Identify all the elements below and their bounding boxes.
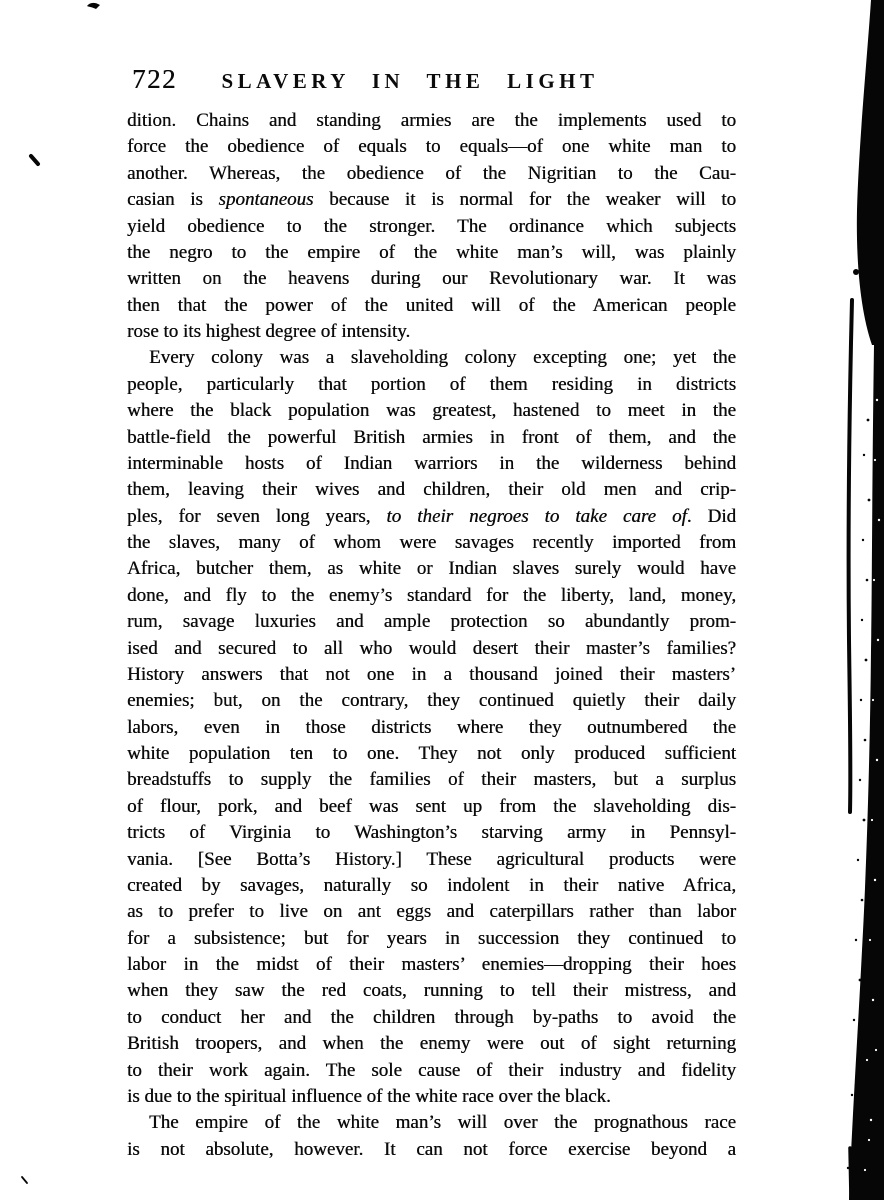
text-run: another. Whereas, the obedience of the Nigritian to the Cau- bbox=[127, 162, 736, 184]
text-line bbox=[127, 1137, 736, 1163]
text-run: done, and fly to the enemy’s standard for the liberty, land, money, bbox=[127, 584, 736, 606]
text-line bbox=[127, 1058, 736, 1084]
text-line bbox=[127, 477, 736, 503]
text-line bbox=[127, 1031, 736, 1057]
text-line bbox=[127, 530, 736, 556]
paragraph bbox=[127, 345, 736, 1110]
text-line bbox=[127, 266, 736, 292]
text-run: white population ten to one. They not only produced sufficient bbox=[127, 743, 736, 764]
text-line bbox=[127, 978, 736, 1004]
text-run: rum, savage luxuries and ample protection so abundantly prom- bbox=[127, 611, 736, 633]
paragraph bbox=[127, 1110, 736, 1163]
text-line bbox=[127, 1110, 736, 1136]
text-line bbox=[127, 161, 736, 187]
text-run: created by savages, naturally so indolent in their native Africa, bbox=[127, 874, 736, 896]
text-run: people, particularly that portion of them residing in districts bbox=[127, 373, 736, 395]
text-line bbox=[127, 767, 736, 793]
text-run: when they saw the red coats, running to tell their mistress, and bbox=[127, 980, 736, 1002]
italic-text-run: spontaneous bbox=[218, 189, 314, 211]
text-run: tricts of Virginia to Washington’s starving army in Pennsyl- bbox=[127, 822, 736, 844]
stray-mark-top bbox=[87, 3, 100, 9]
text-run: because it is normal for the weaker will to bbox=[313, 189, 736, 211]
text-line bbox=[127, 1005, 736, 1031]
text-line bbox=[127, 108, 736, 134]
text-run: enemies; but, on the contrary, they continued quietly their daily bbox=[127, 690, 736, 712]
text-line bbox=[127, 504, 736, 530]
text-run: History answers that not one in a thousand joined their masters’ bbox=[127, 663, 736, 685]
text-line bbox=[127, 214, 736, 240]
text-run: Africa, butcher them, as white or Indian slaves surely would have bbox=[127, 558, 736, 580]
text-line bbox=[127, 556, 736, 582]
text-run: British troopers, and when the enemy were out of sight returning bbox=[127, 1033, 736, 1055]
text-line bbox=[127, 1084, 736, 1110]
text-line bbox=[127, 372, 736, 398]
edge-speckle-light bbox=[864, 399, 880, 1171]
ink-blob bbox=[855, 1084, 860, 1089]
stray-mark-bottom-left bbox=[22, 1177, 27, 1183]
crease-dash-bottom bbox=[850, 1148, 851, 1199]
crease-line bbox=[849, 300, 852, 812]
text-run: to conduct her and the children through by-paths to avoid the bbox=[127, 1006, 736, 1028]
text-run: force the obedience of equals to equals—of one white man to bbox=[127, 136, 736, 158]
text-line bbox=[127, 715, 736, 741]
text-line bbox=[127, 451, 736, 477]
stray-mark-left bbox=[31, 156, 38, 164]
ink-blob bbox=[857, 1111, 861, 1115]
text-line bbox=[127, 134, 736, 160]
text-run: Every colony was a slaveholding colony excepting one; yet the bbox=[149, 347, 736, 369]
edge-speckle-dark bbox=[847, 419, 871, 1170]
text-line bbox=[127, 926, 736, 952]
ink-blob bbox=[853, 269, 859, 275]
text-run: the slaves, many of whom were savages recently imported from bbox=[127, 532, 736, 553]
text-run: ples, for seven long years, bbox=[127, 505, 387, 527]
text-run: where the black population was greatest, hastened to meet in the bbox=[127, 400, 736, 422]
text-line bbox=[127, 899, 736, 925]
text-run: The empire of the white man’s will over the prognathous race bbox=[149, 1112, 736, 1134]
text-run: . Did bbox=[686, 505, 737, 527]
text-run: battle-field the powerful British armies in front of them, and the bbox=[127, 426, 736, 448]
binding-shadow-top bbox=[857, 0, 884, 345]
text-run: ised and secured to all who would desert their master’s families? bbox=[127, 637, 736, 659]
text-run: rose to its highest degree of intensity. bbox=[127, 321, 411, 342]
text-run: vania. [See Botta’s History.] These agricultural products were bbox=[127, 848, 736, 870]
text-run: as to prefer to live on ant eggs and caterpillars rather than labor bbox=[127, 901, 736, 923]
text-run: for a subsistence; but for years in succession they continued to bbox=[127, 927, 736, 949]
page-body bbox=[127, 108, 736, 1163]
page-edge-band bbox=[849, 345, 884, 1200]
italic-text-run: to their negroes to take care of bbox=[386, 505, 687, 527]
text-line bbox=[127, 741, 736, 767]
text-run: of flour, pork, and beef was sent up from the slaveholding dis- bbox=[127, 795, 736, 817]
text-run: then that the power of the united will of the American people bbox=[127, 294, 736, 316]
text-run: labor in the midst of their masters’ enemies—dropping their hoes bbox=[127, 954, 736, 975]
running-title: SLAVERY IN THE LIGHT bbox=[221, 69, 599, 93]
text-run: is due to the spiritual influence of the white race over the black. bbox=[127, 1085, 611, 1107]
text-line bbox=[127, 293, 736, 319]
text-run: is not absolute, however. It can not force exercise beyond a bbox=[127, 1138, 736, 1160]
text-line bbox=[127, 398, 736, 424]
text-line bbox=[127, 345, 736, 371]
text-run: them, leaving their wives and children, their old men and crip- bbox=[127, 479, 736, 501]
text-line bbox=[127, 820, 736, 846]
text-run: casian is bbox=[127, 189, 219, 211]
text-line bbox=[127, 662, 736, 688]
text-line bbox=[127, 240, 736, 266]
text-line bbox=[127, 873, 736, 899]
text-run: the negro to the empire of the white man’s will, was plainly bbox=[127, 241, 736, 263]
text-line bbox=[127, 609, 736, 635]
text-line bbox=[127, 187, 736, 213]
text-run: yield obedience to the stronger. The ordinance which subjects bbox=[127, 215, 736, 237]
page-number: 722 bbox=[132, 64, 177, 94]
text-run: dition. Chains and standing armies are the implements used to bbox=[127, 110, 736, 131]
text-line bbox=[127, 688, 736, 714]
text-line bbox=[127, 794, 736, 820]
text-run: breadstuffs to supply the families of their masters, but a surplus bbox=[127, 769, 736, 791]
text-line bbox=[127, 319, 736, 345]
text-line bbox=[127, 952, 736, 978]
text-run: to their work again. The sole cause of their industry and fidelity bbox=[127, 1059, 736, 1081]
text-run: labors, even in those districts where they outnumbered the bbox=[127, 716, 736, 738]
text-line bbox=[127, 425, 736, 451]
paragraph bbox=[127, 108, 736, 345]
text-run: written on the heavens during our Revolutionary war. It was bbox=[127, 268, 736, 290]
text-line bbox=[127, 847, 736, 873]
text-run: interminable hosts of Indian warriors in the wilderness behind bbox=[127, 452, 736, 474]
text-line bbox=[127, 583, 736, 609]
text-line bbox=[127, 636, 736, 662]
